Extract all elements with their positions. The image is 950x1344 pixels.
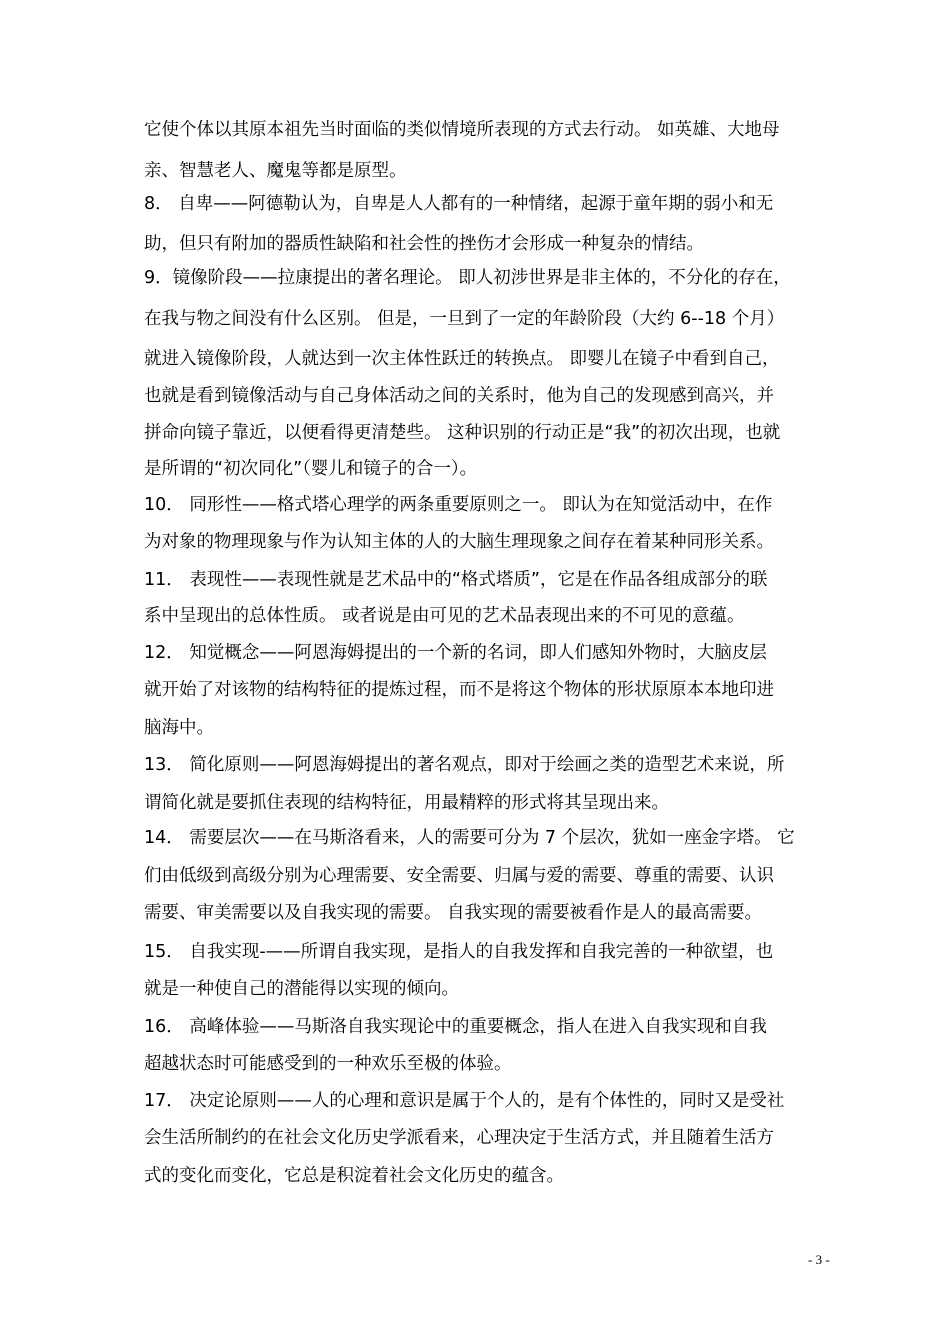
page-number: - 3 - bbox=[808, 1252, 830, 1267]
text-line: 谓简化就是要抓住表现的结构特征，用最精粹的形式将其呈现出来。 bbox=[144, 793, 669, 813]
text-line: 就开始了对该物的结构特征的提炼过程，而不是将这个物体的形状原原本本地印进 bbox=[144, 680, 774, 700]
text-line: 9．镜像阶段——拉康提出的著名理论。 即人初涉世界是非主体的，不分化的存在， bbox=[144, 268, 791, 288]
text-line: 们由低级到高级分别为心理需要、安全需要、归属与爱的需要、尊重的需要、认识 bbox=[144, 866, 774, 886]
text-line: 就是一种使自己的潜能得以实现的倾向。 bbox=[144, 979, 459, 999]
text-line: 助，但只有附加的器质性缺陷和社会性的挫伤才会形成一种复杂的情结。 bbox=[144, 234, 704, 254]
text-line: 超越状态时可能感受到的一种欢乐至极的体验。 bbox=[144, 1054, 512, 1074]
text-line: 15． 自我实现-——所谓自我实现，是指人的自我发挥和自我完善的一种欲望，也 bbox=[144, 942, 774, 962]
text-line: 在我与物之间没有什么区别。 但是，一旦到了一定的年龄阶段（大约 6--18 个月） bbox=[144, 309, 785, 329]
text-line: 系中呈现出的总体性质。 或者说是由可见的艺术品表现出来的不可见的意蕴。 bbox=[144, 606, 745, 626]
text-line: 11． 表现性——表现性就是艺术品中的“格式塔质”，它是在作品各组成部分的联 bbox=[144, 570, 768, 590]
text-line: 是所谓的“初次同化”（婴儿和镜子的合一）。 bbox=[144, 459, 478, 479]
text-line: 会生活所制约的在社会文化历史学派看来，心理决定于生活方式，并且随着生活方 bbox=[144, 1128, 774, 1148]
text-line: 14． 需要层次——在马斯洛看来，人的需要可分为 7 个层次，犹如一座金字塔。 它 bbox=[144, 828, 795, 848]
text-line: 也就是看到镜像活动与自己身体活动之间的关系时，他为自己的发现感到高兴，并 bbox=[144, 386, 774, 406]
text-line: 亲、智慧老人、魔鬼等都是原型。 bbox=[144, 161, 407, 181]
text-line: 16． 高峰体验——马斯洛自我实现论中的重要概念，指人在进入自我实现和自我 bbox=[144, 1017, 767, 1037]
text-line: 为对象的物理现象与作为认知主体的人的大脑生理现象之间存在着某种同形关系。 bbox=[144, 532, 774, 552]
text-line: 10． 同形性——格式塔心理学的两条重要原则之一。 即认为在知觉活动中，在作 bbox=[144, 495, 773, 515]
text-line: 就进入镜像阶段，人就达到一次主体性跃迁的转换点。 即婴儿在镜子中看到自己， bbox=[144, 349, 780, 369]
text-line: 8． 自卑——阿德勒认为，自卑是人人都有的一种情绪，起源于童年期的弱小和无 bbox=[144, 194, 774, 214]
text-line: 拼命向镜子靠近，以便看得更清楚些。 这种识别的行动正是“我”的初次出现，也就 bbox=[144, 423, 781, 443]
text-line: 式的变化而变化，它总是积淀着社会文化历史的蕴含。 bbox=[144, 1166, 564, 1186]
text-line: 脑海中。 bbox=[144, 718, 214, 738]
text-line: 17． 决定论原则——人的心理和意识是属于个人的，是有个体性的，同时又是受社 bbox=[144, 1091, 785, 1111]
text-line: 它使个体以其原本祖先当时面临的类似情境所表现的方式去行动。 如英雄、大地母 bbox=[144, 120, 780, 140]
text-line: 12． 知觉概念——阿恩海姆提出的一个新的名词，即人们感知外物时，大脑皮层 bbox=[144, 643, 767, 663]
text-line: 13． 简化原则——阿恩海姆提出的著名观点，即对于绘画之类的造型艺术来说，所 bbox=[144, 755, 785, 775]
text-line: 需要、审美需要以及自我实现的需要。 自我实现的需要被看作是人的最高需要。 bbox=[144, 903, 763, 923]
